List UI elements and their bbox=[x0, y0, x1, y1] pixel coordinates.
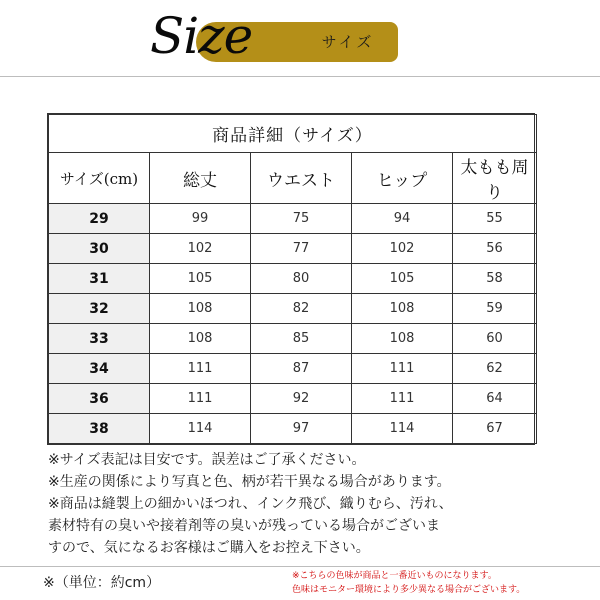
column-header-hip: ヒップ bbox=[352, 153, 453, 204]
cell-waist: 97 bbox=[251, 414, 352, 444]
column-header-size: サイズ(cm) bbox=[49, 153, 150, 204]
cell-total-length: 105 bbox=[150, 264, 251, 294]
cell-waist: 87 bbox=[251, 354, 352, 384]
note-line: ※生産の関係により写真と色、柄が若干異なる場合があります。 bbox=[48, 474, 451, 490]
cell-thigh: 67 bbox=[453, 414, 537, 444]
cell-waist: 80 bbox=[251, 264, 352, 294]
color-note-line: ※こちらの色味が商品と一番近いものになります。 bbox=[292, 571, 497, 581]
cell-hip: 94 bbox=[352, 204, 453, 234]
cell-size: 34 bbox=[49, 354, 150, 384]
column-header-thigh: 太もも周り bbox=[453, 153, 537, 204]
cell-thigh: 64 bbox=[453, 384, 537, 414]
cell-waist: 77 bbox=[251, 234, 352, 264]
table-row bbox=[49, 324, 537, 354]
cell-hip: 111 bbox=[352, 354, 453, 384]
cell-hip: 108 bbox=[352, 324, 453, 354]
size-table bbox=[47, 113, 535, 445]
cell-size: 33 bbox=[49, 324, 150, 354]
header bbox=[0, 0, 600, 78]
cell-total-length: 114 bbox=[150, 414, 251, 444]
cell-waist: 92 bbox=[251, 384, 352, 414]
note-line: ※サイズ表記は目安です。誤差はご了承ください。 bbox=[48, 452, 366, 468]
footer-divider bbox=[0, 566, 600, 567]
cell-size: 30 bbox=[49, 234, 150, 264]
cell-total-length: 111 bbox=[150, 384, 251, 414]
cell-thigh: 58 bbox=[453, 264, 537, 294]
cell-size: 31 bbox=[49, 264, 150, 294]
table-row bbox=[49, 264, 537, 294]
table-row bbox=[49, 294, 537, 324]
table-row bbox=[49, 204, 537, 234]
table-row bbox=[49, 354, 537, 384]
cell-hip: 102 bbox=[352, 234, 453, 264]
cell-hip: 108 bbox=[352, 294, 453, 324]
cell-waist: 82 bbox=[251, 294, 352, 324]
cell-hip: 111 bbox=[352, 384, 453, 414]
cell-total-length: 102 bbox=[150, 234, 251, 264]
cell-hip: 114 bbox=[352, 414, 453, 444]
cell-thigh: 62 bbox=[453, 354, 537, 384]
cell-size: 29 bbox=[49, 204, 150, 234]
color-note-line: 色味はモニター環境により多少異なる場合がございます。 bbox=[292, 585, 526, 595]
cell-thigh: 59 bbox=[453, 294, 537, 324]
cell-hip: 105 bbox=[352, 264, 453, 294]
column-header-total-length: 総丈 bbox=[150, 153, 251, 204]
cell-size: 32 bbox=[49, 294, 150, 324]
cell-size: 36 bbox=[49, 384, 150, 414]
cell-waist: 85 bbox=[251, 324, 352, 354]
note-line: すので、気になるお客様はご購入をお控え下さい。 bbox=[48, 540, 370, 556]
cell-total-length: 111 bbox=[150, 354, 251, 384]
table-body bbox=[49, 204, 537, 444]
table-title: 商品詳細（サイズ） bbox=[49, 115, 537, 153]
table-row bbox=[49, 384, 537, 414]
cell-size: 38 bbox=[49, 414, 150, 444]
cell-thigh: 55 bbox=[453, 204, 537, 234]
notes bbox=[48, 449, 588, 559]
table-row bbox=[49, 414, 537, 444]
color-note bbox=[292, 569, 592, 597]
cell-total-length: 99 bbox=[150, 204, 251, 234]
cell-thigh: 60 bbox=[453, 324, 537, 354]
table-header-row bbox=[49, 153, 537, 204]
cell-thigh: 56 bbox=[453, 234, 537, 264]
header-divider bbox=[0, 76, 600, 77]
cell-total-length: 108 bbox=[150, 324, 251, 354]
unit-note: ※（単位：約cm） bbox=[43, 575, 161, 591]
page-subtitle: サイズ bbox=[321, 33, 375, 51]
cell-waist: 75 bbox=[251, 204, 352, 234]
note-line: ※商品は縫製上の細かいほつれ、インク飛び、織りむら、汚れ、 bbox=[48, 496, 453, 512]
cell-total-length: 108 bbox=[150, 294, 251, 324]
column-header-waist: ウエスト bbox=[251, 153, 352, 204]
note-line: 素材特有の臭いや接着剤等の臭いが残っている場合がございま bbox=[48, 518, 440, 534]
table-row bbox=[49, 234, 537, 264]
page-title: Size bbox=[150, 7, 253, 65]
